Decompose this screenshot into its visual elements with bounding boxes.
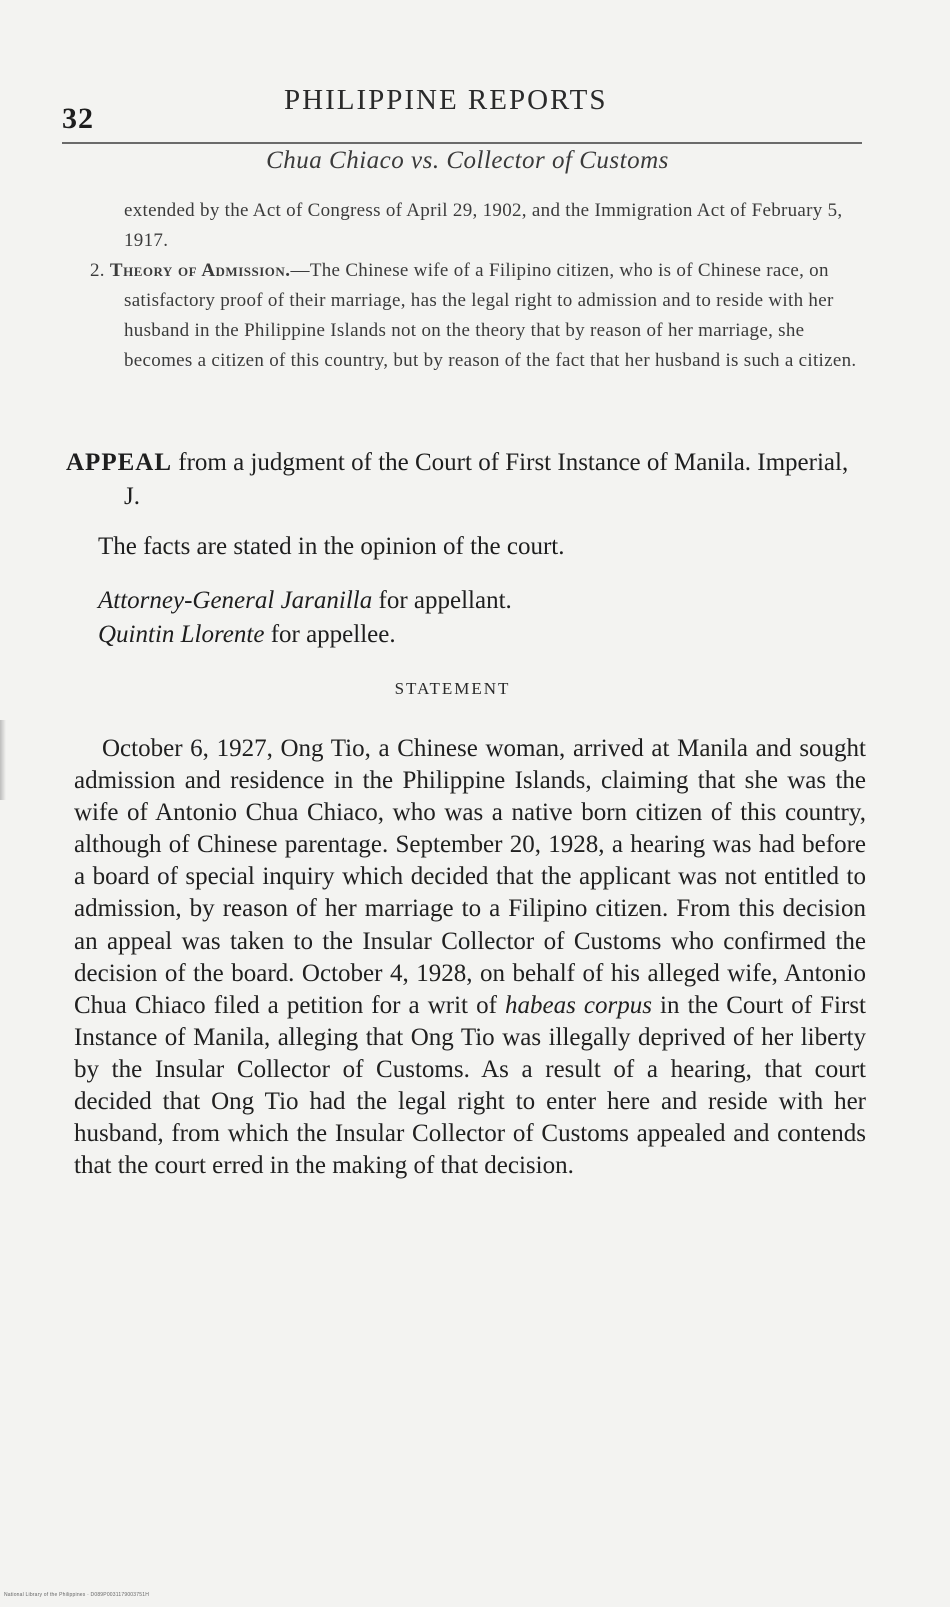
syllabus: [90, 196, 860, 376]
statement-heading: STATEMENT: [394, 679, 511, 698]
running-title: PHILIPPINE REPORTS: [284, 84, 608, 116]
counsel-appellant: [98, 584, 858, 618]
counsel-role: for appellant.: [372, 587, 512, 614]
counsel-role: for appellee.: [264, 621, 396, 648]
counsel-block: [98, 584, 858, 652]
statement-italic-term: habeas corpus: [504, 991, 652, 1019]
syllabus-continuation: extended by the Act of Congress of April 29, 1902, and the Immigration Act of February 5, 1917.: [124, 200, 843, 251]
appeal-lead: APPEAL: [66, 449, 172, 476]
appeal-text: from a judgment of the Court of First Instance of Manila. Imperial, J.: [124, 449, 849, 510]
counsel-name: Quintin Llorente: [98, 621, 265, 648]
statement-body: [74, 733, 866, 1182]
page-header: [62, 84, 862, 134]
statement-part-1: October 6, 1927, Ong Tio, a Chinese woman, arrived at Manila and sought admission and residence in the Philippine Islands, claiming that she was the wife of Antonio Chua Chiaco, who was a native born citizen of this country, although of Chinese parentage. September 20, 1928, a hearing was had before a board of special inquiry which decided that the applicant was not entitled to admission, by reason of her marriage to a Filipino citizen. From this decision an appeal was taken to the Insular Collector of Customs who confirmed the decision of the board. October 4, 1928, on behalf of his alleged wife, Antonio Chua Chiaco filed a petition for a writ of: [74, 735, 866, 1019]
header-rule: [62, 142, 862, 144]
syllabus-item-2: [90, 256, 860, 376]
counsel-name: Attorney-General Jaranilla: [98, 587, 373, 614]
syllabus-item-number: 2.: [90, 260, 105, 281]
syllabus-item-heading: Theory of Admission.: [109, 260, 291, 281]
statement-part-2: in the Court of First Instance of Manila, alleging that Ong Tio was illegally deprived of her liberty by the Insular Collector of Customs. As a result of a hearing, that court decided that Ong Tio had the legal right to enter here and reside with her husband, from which the Insular Collector of Customs appealed and contends that the court erred in the making of that decision.: [74, 991, 866, 1180]
case-title: Chua Chiaco vs. Collector of Customs: [266, 147, 669, 174]
page-number: 32: [62, 102, 94, 135]
scan-credit: National Library of the Philippines · D089P0031179003751H: [4, 1592, 150, 1598]
counsel-appellee: [98, 618, 858, 652]
facts-line: The facts are stated in the opinion of the court.: [98, 533, 565, 560]
scan-edge-shadow: [0, 720, 6, 800]
appeal-paragraph: [66, 446, 861, 514]
syllabus-item-text: —The Chinese wife of a Filipino citizen, who is of Chinese race, on satisfactory proof of their marriage, has the legal right to admission and to reside with her husband in the Philippine Islands not on the theory that by reason of her marriage, she becomes a citizen of this country, but by reason of the fact that her husband is such a citizen.: [124, 260, 857, 371]
